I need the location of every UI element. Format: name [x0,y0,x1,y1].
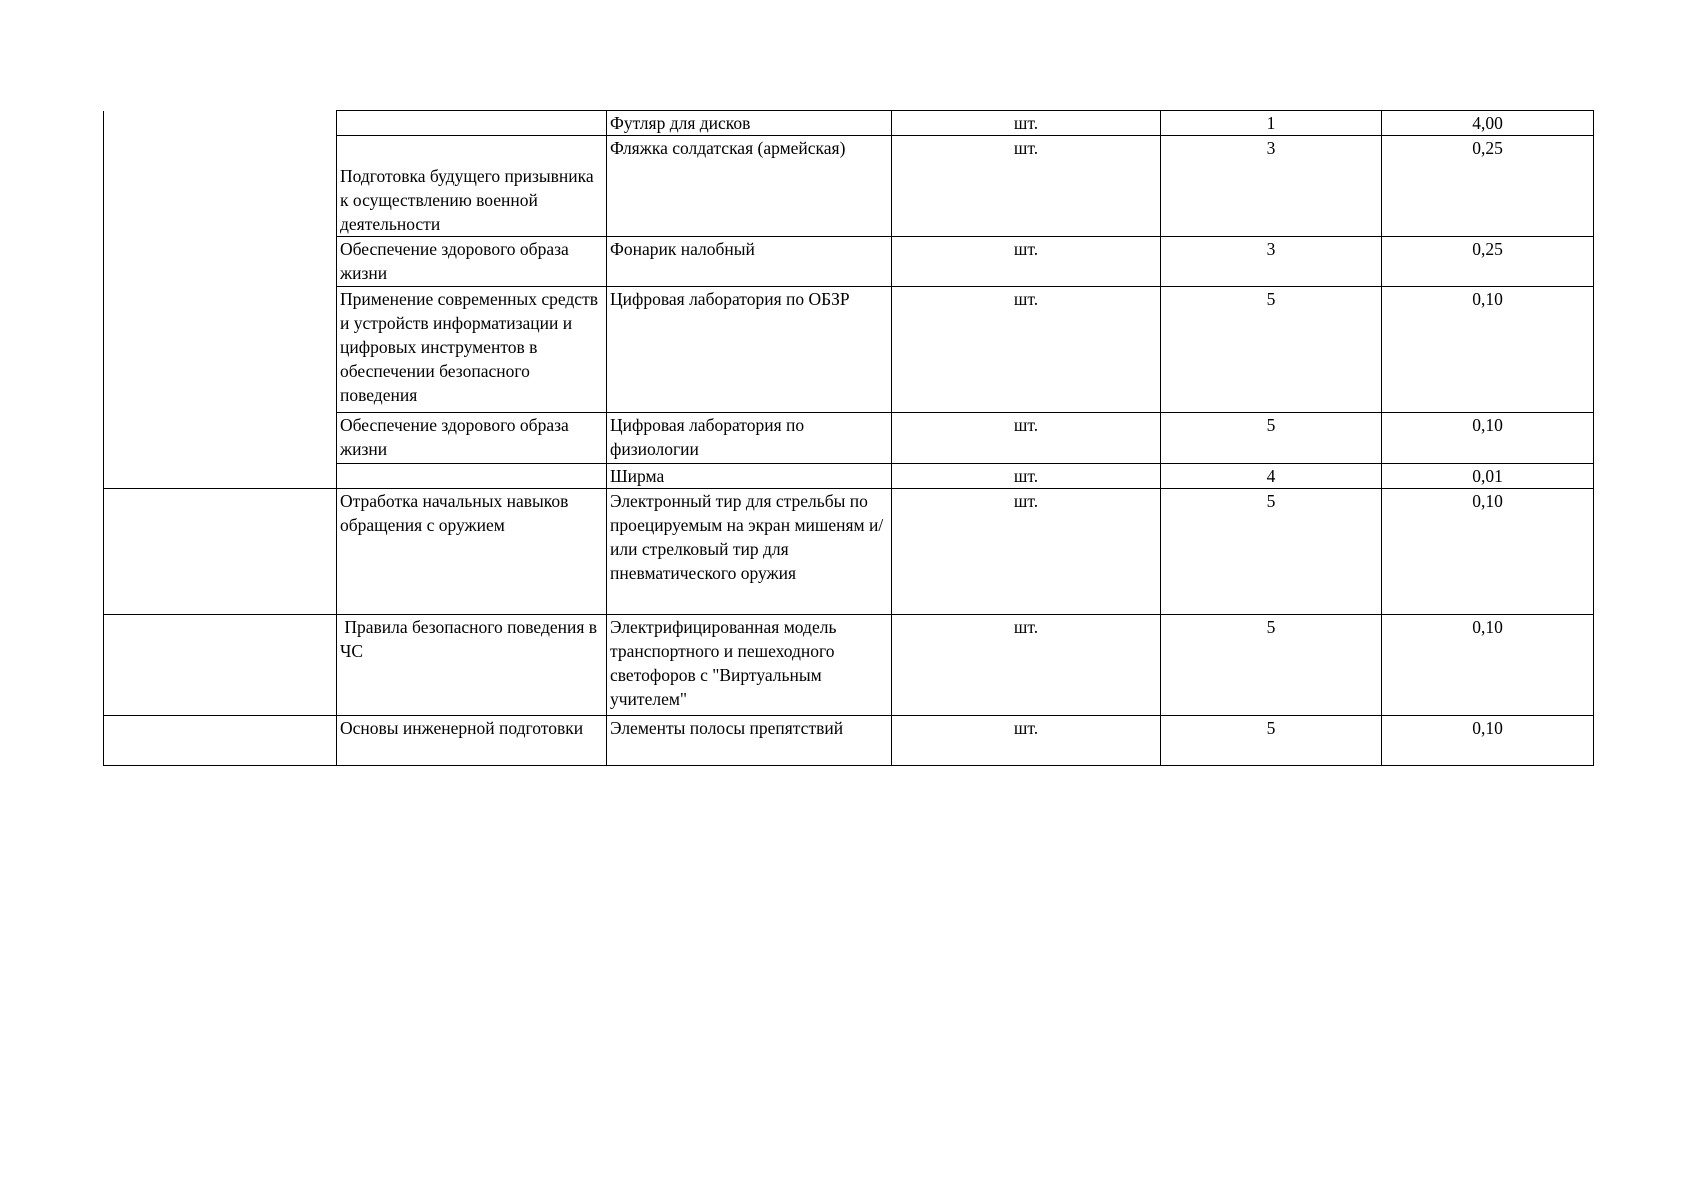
unit-cell: шт. [892,464,1161,489]
norm-cell: 0,10 [1382,413,1594,464]
quantity-cell: 5 [1161,716,1382,766]
table-row [104,716,1594,766]
topic-cell: Обеспечение здорового образа жизни [337,413,607,464]
item-cell: Ширма [607,464,892,489]
item-cell: Элементы полосы препятствий [607,716,892,766]
item-cell: Футляр для дисков [607,111,892,136]
topic-cell: Обеспечение здорового образа жизни [337,237,607,287]
table-row [104,489,1594,615]
norm-cell: 0,10 [1382,615,1594,716]
quantity-cell: 5 [1161,413,1382,464]
norm-cell: 0,01 [1382,464,1594,489]
table-row [104,111,1594,136]
quantity-cell: 3 [1161,237,1382,287]
unit-cell: шт. [892,489,1161,615]
norm-cell: 0,25 [1382,237,1594,287]
item-cell: Фонарик налобный [607,237,892,287]
unit-cell: шт. [892,716,1161,766]
item-cell: Фляжка солдатская (армейская) [607,136,892,237]
equipment-table [103,110,1594,766]
norm-cell: 0,25 [1382,136,1594,237]
unit-cell: шт. [892,413,1161,464]
unit-cell: шт. [892,237,1161,287]
topic-cell: Подготовка будущего призывника к осуществлению военной деятельности [337,136,607,237]
unit-cell: шт. [892,287,1161,413]
topic-cell [337,464,607,489]
quantity-cell: 4 [1161,464,1382,489]
unit-cell: шт. [892,615,1161,716]
norm-cell: 0,10 [1382,287,1594,413]
section-cell [104,716,337,766]
topic-cell: Основы инженерной подготовки [337,716,607,766]
item-cell: Электронный тир для стрельбы по проецируемым на экран мишеням и/или стрелковый тир для пневматического оружия [607,489,892,615]
section-cell [104,489,337,615]
topic-cell: Применение современных средств и устройств информатизации и цифровых инструментов в обеспечении безопасного поведения [337,287,607,413]
unit-cell: шт. [892,136,1161,237]
item-cell: Цифровая лаборатория по физиологии [607,413,892,464]
section-cell [104,111,337,489]
norm-cell: 4,00 [1382,111,1594,136]
table-row [104,615,1594,716]
section-cell [104,615,337,716]
quantity-cell: 5 [1161,489,1382,615]
topic-cell [337,111,607,136]
quantity-cell: 5 [1161,287,1382,413]
quantity-cell: 3 [1161,136,1382,237]
topic-cell: Отработка начальных навыков обращения с оружием [337,489,607,615]
item-cell: Цифровая лаборатория по ОБЗР [607,287,892,413]
quantity-cell: 1 [1161,111,1382,136]
norm-cell: 0,10 [1382,716,1594,766]
topic-cell: Правила безопасного поведения в ЧС [337,615,607,716]
norm-cell: 0,10 [1382,489,1594,615]
quantity-cell: 5 [1161,615,1382,716]
unit-cell: шт. [892,111,1161,136]
item-cell: Электрифицированная модель транспортного и пешеходного светофоров с "Виртуальным учителем" [607,615,892,716]
